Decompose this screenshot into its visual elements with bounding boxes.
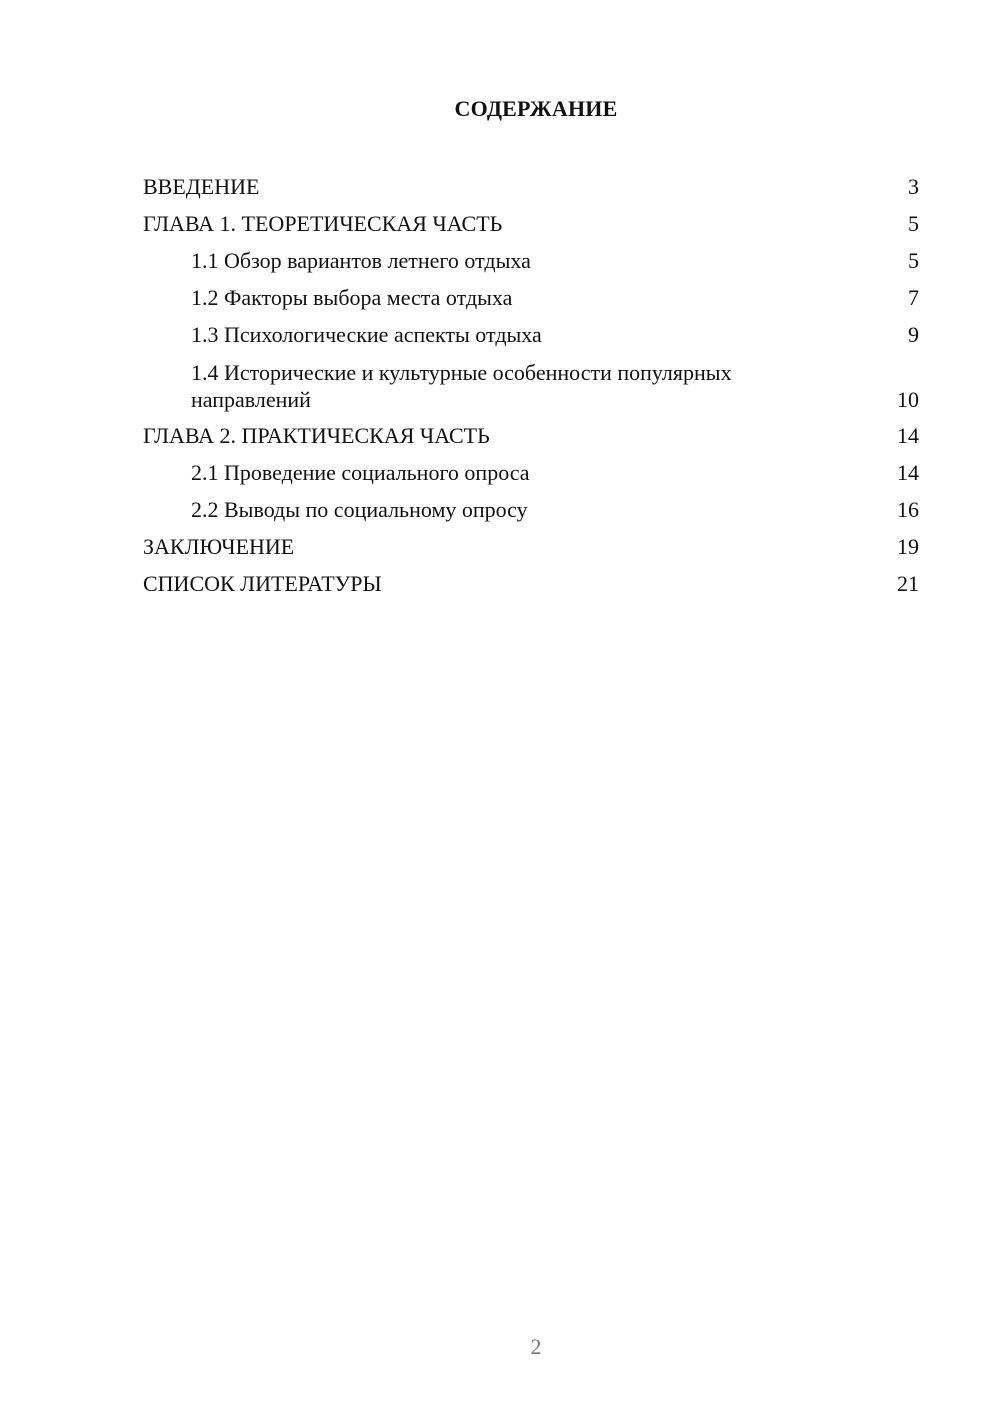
toc-label: 2.2 Выводы по социальному опросу: [191, 497, 528, 522]
toc-label: 1.3 Психологические аспекты отдыха: [191, 322, 542, 347]
toc-page: 3: [908, 174, 919, 199]
toc-entry-1-4: [143, 353, 919, 417]
toc-page: 14: [897, 460, 919, 485]
toc-page: 16: [897, 497, 919, 522]
toc-entry-references: [143, 565, 919, 602]
toc-entry-2-2: [143, 491, 919, 528]
page-number: 2: [530, 1334, 542, 1359]
toc-label: ЗАКЛЮЧЕНИЕ: [143, 534, 295, 559]
toc-entry-1-1: [143, 242, 919, 279]
toc-entry-chapter-1: [143, 205, 919, 242]
toc-label: 1.4 Исторические и культурные особенности популярных направлений: [191, 360, 732, 412]
toc-label: СПИСОК ЛИТЕРАТУРЫ: [143, 571, 382, 596]
toc-label: ГЛАВА 1. ТЕОРЕТИЧЕСКАЯ ЧАСТЬ: [143, 211, 503, 236]
page-title: СОДЕРЖАНИЕ: [454, 96, 618, 121]
toc-label: 1.2 Факторы выбора места отдыха: [191, 285, 513, 310]
toc-label: ГЛАВА 2. ПРАКТИЧЕСКАЯ ЧАСТЬ: [143, 423, 490, 448]
toc-page: 19: [897, 534, 919, 559]
toc-entry-introduction: [143, 168, 919, 205]
toc-entry-1-3: [143, 316, 919, 353]
toc-entry-1-2: [143, 279, 919, 316]
toc-page: 5: [908, 248, 919, 273]
toc-page: 5: [908, 211, 919, 236]
toc-entry-conclusion: [143, 528, 919, 565]
toc-page: 21: [897, 571, 919, 596]
toc-page: 9: [908, 322, 919, 347]
toc-page: 14: [897, 423, 919, 448]
table-of-contents: [143, 168, 919, 602]
toc-page: 10: [897, 387, 919, 412]
toc-page: 7: [908, 285, 919, 310]
toc-entry-chapter-2: [143, 417, 919, 454]
toc-entry-2-1: [143, 454, 919, 491]
toc-label: ВВЕДЕНИЕ: [143, 174, 260, 199]
toc-label: 1.1 Обзор вариантов летнего отдыха: [191, 248, 531, 273]
toc-label: 2.1 Проведение социального опроса: [191, 460, 530, 485]
